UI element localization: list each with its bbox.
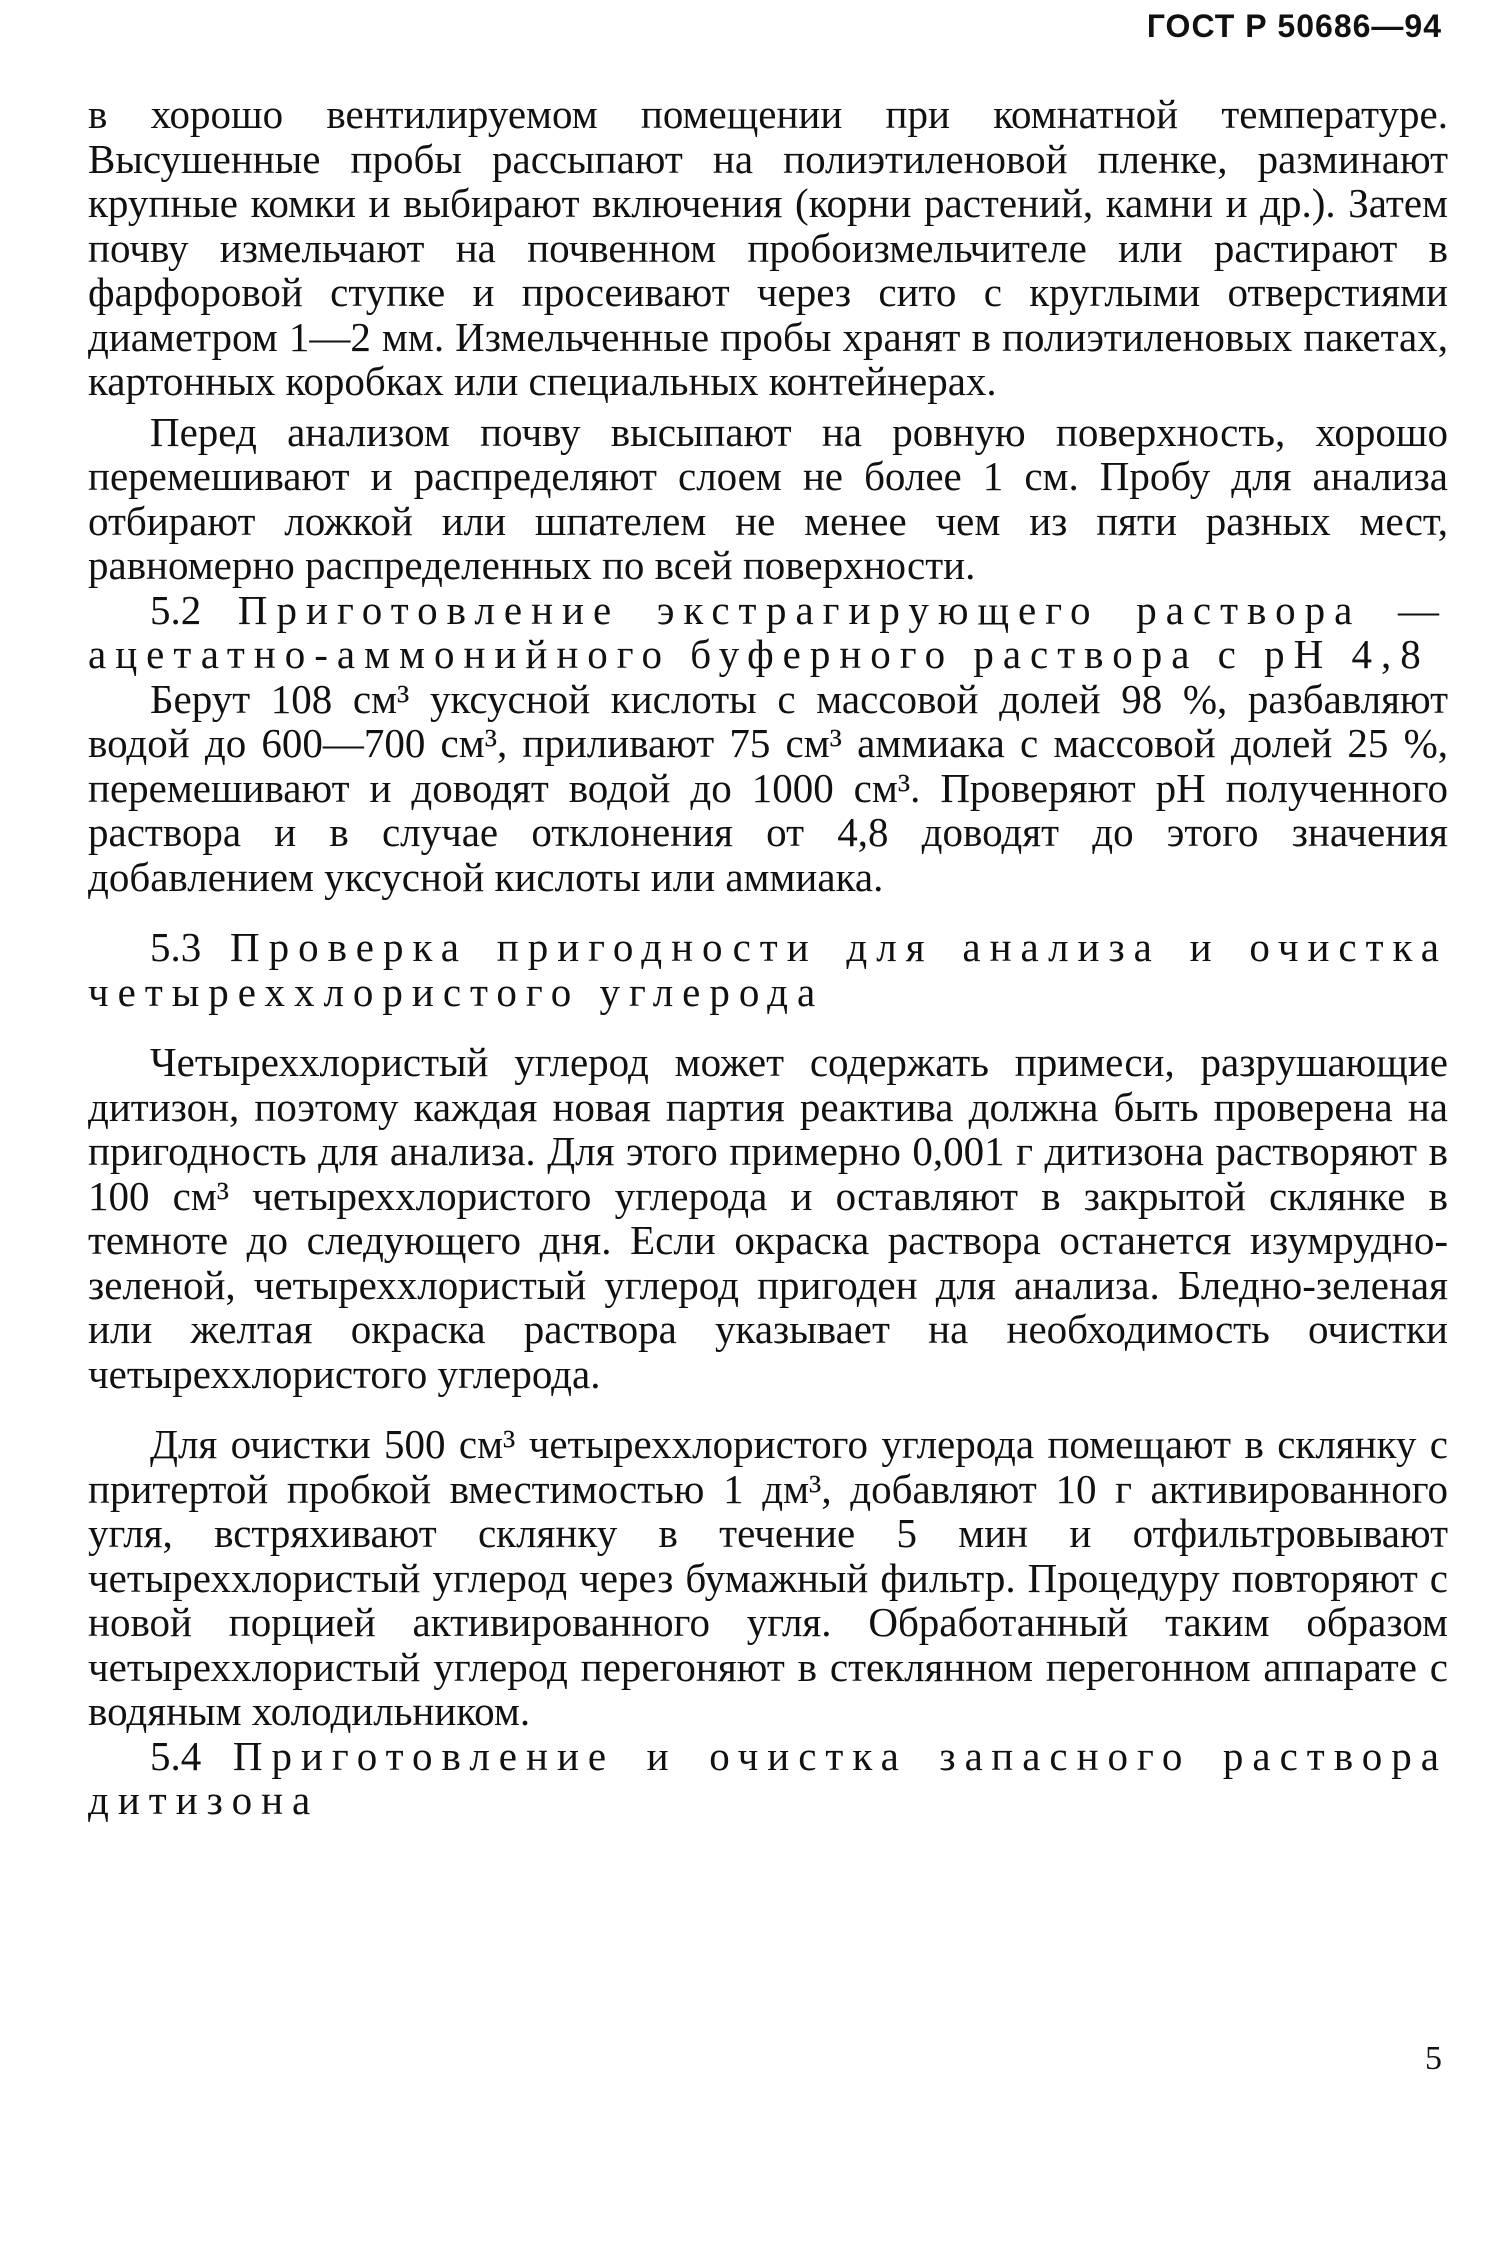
section-5-3-title: Проверка пригодности для анализа и очистка четыреххлористого углерода: [88, 924, 1449, 1015]
section-5-3-number: 5.3: [150, 924, 202, 970]
paragraph-sample-selection: Перед анализом почву высыпают на ровную поверхность, хорошо перемешивают и распределяют слоем не более 1 см. Пробу для анализа отбирают ложкой или шпателем не менее чем из пяти разных мест, равномерно распределенных по всей поверхности.: [88, 408, 1448, 588]
paragraph-drying-samples: в хорошо вентилируемом помещении при комнатной температуре. Высушенные пробы рассыпают на полиэтиленовой пленке, разминают крупные комки и выбирают включения (корни растений, камни и др.). Затем почву измельчают на почвенном пробоизмельчителе или растирают в фарфоровой ступке и просеивают через сито с круглыми отверстиями диаметром 1—2 мм. Измельченные пробы хранят в полиэтиленовых пакетах, картонных коробках или специальных контейнерах.: [88, 91, 1448, 404]
page-number: 5: [1425, 2040, 1442, 2077]
section-5-4-heading: [88, 1734, 1448, 1823]
section-5-4-title: Приготовление и очистка запасного раствора дитизона: [88, 1732, 1449, 1823]
section-5-2-number: 5.2: [150, 586, 202, 633]
section-5-4-number: 5.4: [150, 1732, 202, 1779]
document-body: [88, 92, 1448, 1823]
section-5-2-title: Приготовление экстрагирующего раствора — ацетатно-аммонийного буферного раствора с pH 4,8: [88, 586, 1448, 677]
paragraph-carbon-tetrachloride-purification: Для очистки 500 см³ четыреххлористого углерода помещают в склянку с притертой пробкой вместимостью 1 дм³, добавляют 10 г активированного угля, встряхивают склянку в течение 5 мин и отфильтровывают четыреххлористый углерод через бумажный фильтр. Процедуру повторяют с новой порцией активированного угля. Обработанный таким образом четыреххлористый углерод перегоняют в стеклянном перегонном аппарате с водяным холодильником.: [88, 1421, 1448, 1734]
standard-number: ГОСТ Р 50686—94: [1146, 8, 1442, 44]
paragraph-buffer-preparation: Берут 108 см³ уксусной кислоты с массовой долей 98 %, разбавляют водой до 600—700 см³, приливают 75 см³ аммиака с массовой долей 25 %, перемешивают и доводят водой до 1000 см³. Проверяют pH полученного раствора и в случае отклонения от 4,8 доводят до этого значения добавлением уксусной кислоты или аммиака.: [88, 675, 1448, 900]
paragraph-carbon-tetrachloride-check: Четыреххлористый углерод может содержать примеси, разрушающие дитизон, поэтому каждая новая партия реактива должна быть проверена на пригодность для анализа. Для этого примерно 0,001 г дитизона растворяют в 100 см³ четыреххлористого углерода и оставляют в закрытой склянке в темноте до следующего дня. Если окраска раствора останется изумрудно-зеленой, четыреххлористый углерод пригоден для анализа. Бледно-зеленая или желтая окраска раствора указывает на необходимость очистки четыреххлористого углерода.: [88, 1039, 1448, 1397]
section-5-3-heading: [88, 925, 1448, 1014]
section-5-2-heading: [88, 588, 1448, 677]
